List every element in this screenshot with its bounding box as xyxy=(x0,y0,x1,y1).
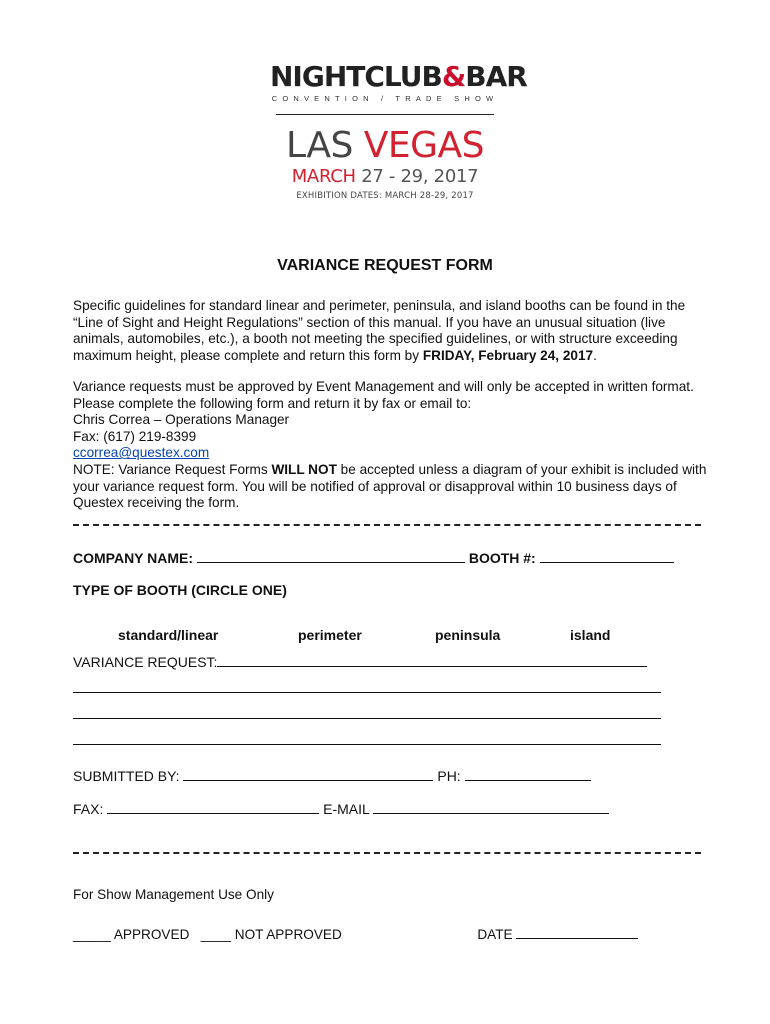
dates-days: 27 - 29, 2017 xyxy=(361,166,479,187)
variance-request-label: VARIANCE REQUEST: xyxy=(73,654,218,670)
company-name-field[interactable] xyxy=(197,548,465,563)
email-label: E-MAIL xyxy=(323,801,370,817)
booth-number-label: BOOTH #: xyxy=(468,550,536,566)
option-standard-linear[interactable]: standard/linear xyxy=(118,627,219,643)
variance-line-3[interactable] xyxy=(73,718,661,719)
variance-line-4[interactable] xyxy=(73,744,661,745)
submitted-row xyxy=(73,766,591,784)
logo-brand-amp: & xyxy=(441,60,466,93)
note-emphasis: WILL NOT xyxy=(271,461,337,477)
form-title: VARIANCE REQUEST FORM xyxy=(277,257,493,274)
phone-label: PH: xyxy=(437,768,461,784)
submitted-by-field[interactable] xyxy=(183,766,433,781)
option-peninsula[interactable]: peninsula xyxy=(435,627,501,643)
date-label: DATE xyxy=(477,927,513,942)
logo-subtitle: CONVENTION / TRADE SHOW xyxy=(271,94,499,103)
logo-brand xyxy=(270,60,527,93)
approval-row xyxy=(73,924,638,942)
dashed-divider xyxy=(73,524,701,526)
submitted-by-label: SUBMITTED BY: xyxy=(73,768,180,784)
fax-field[interactable] xyxy=(107,799,319,814)
approved-label: APPROVED xyxy=(113,927,190,942)
phone-field[interactable] xyxy=(465,766,591,781)
logo-brand-right: BAR xyxy=(465,60,527,93)
not-approved-blank[interactable]: ____ xyxy=(200,927,231,942)
note-end: be accepted unless a diagram of your exhibit is included with your variance request form. You will be notified of approval or disapproval within 10 business days of Questex receiving the form. xyxy=(73,461,707,511)
instructions-text: Variance requests must be approved by Event Management and will only be accepted in written format. Please complete the following form and return it by fax or email to: xyxy=(73,379,694,411)
submission-instructions xyxy=(73,379,713,512)
variance-line-2[interactable] xyxy=(73,692,661,693)
guidelines-paragraph xyxy=(73,298,713,364)
booth-type-label: TYPE OF BOOTH (CIRCLE ONE) xyxy=(73,582,287,598)
company-booth-row xyxy=(73,548,674,566)
company-name-label: COMPANY NAME: xyxy=(73,550,194,566)
variance-request-field[interactable] xyxy=(217,652,647,667)
logo-brand-left: NIGHTCLUB xyxy=(270,60,442,93)
city-las: LAS xyxy=(285,125,353,166)
logo-divider xyxy=(276,114,494,115)
event-logo xyxy=(270,60,527,106)
option-perimeter[interactable]: perimeter xyxy=(298,627,362,643)
contact-fax: Fax: (617) 219-8399 xyxy=(73,428,197,444)
note-text xyxy=(73,462,713,512)
event-dates xyxy=(270,166,500,188)
dashed-divider xyxy=(73,852,701,854)
guidelines-end: . xyxy=(593,347,597,363)
fax-label: FAX: xyxy=(73,801,104,817)
fax-email-row xyxy=(73,799,609,817)
email-field[interactable] xyxy=(373,799,609,814)
variance-request-row xyxy=(73,652,647,670)
date-field[interactable] xyxy=(516,924,638,939)
deadline: FRIDAY, February 24, 2017 xyxy=(422,347,594,363)
dates-month: MARCH xyxy=(291,166,356,187)
approved-blank[interactable]: _____ xyxy=(73,927,111,942)
city-vegas: VEGAS xyxy=(363,125,485,166)
guidelines-text: Specific guidelines for standard linear and perimeter, peninsula, and island booths can be found in the “Line of Sight and Height Regulations” section of this manual. If you have an unusual situation (live animals, automobiles, etc.), a booth not meeting the specified guidelines, or with structure exceeding maximum height, please complete and return this form by xyxy=(73,298,686,363)
note-start: NOTE: Variance Request Forms xyxy=(73,461,272,477)
option-island[interactable]: island xyxy=(570,627,611,643)
booth-number-field[interactable] xyxy=(540,548,674,563)
exhibition-dates: EXHIBITION DATES: MARCH 28-29, 2017 xyxy=(296,191,474,201)
management-heading: For Show Management Use Only xyxy=(73,887,274,902)
contact-email-link[interactable]: ccorrea@questex.com xyxy=(73,445,210,461)
not-approved-label: NOT APPROVED xyxy=(234,927,342,942)
contact-name: Chris Correa – Operations Manager xyxy=(73,412,290,428)
event-city xyxy=(270,126,500,166)
